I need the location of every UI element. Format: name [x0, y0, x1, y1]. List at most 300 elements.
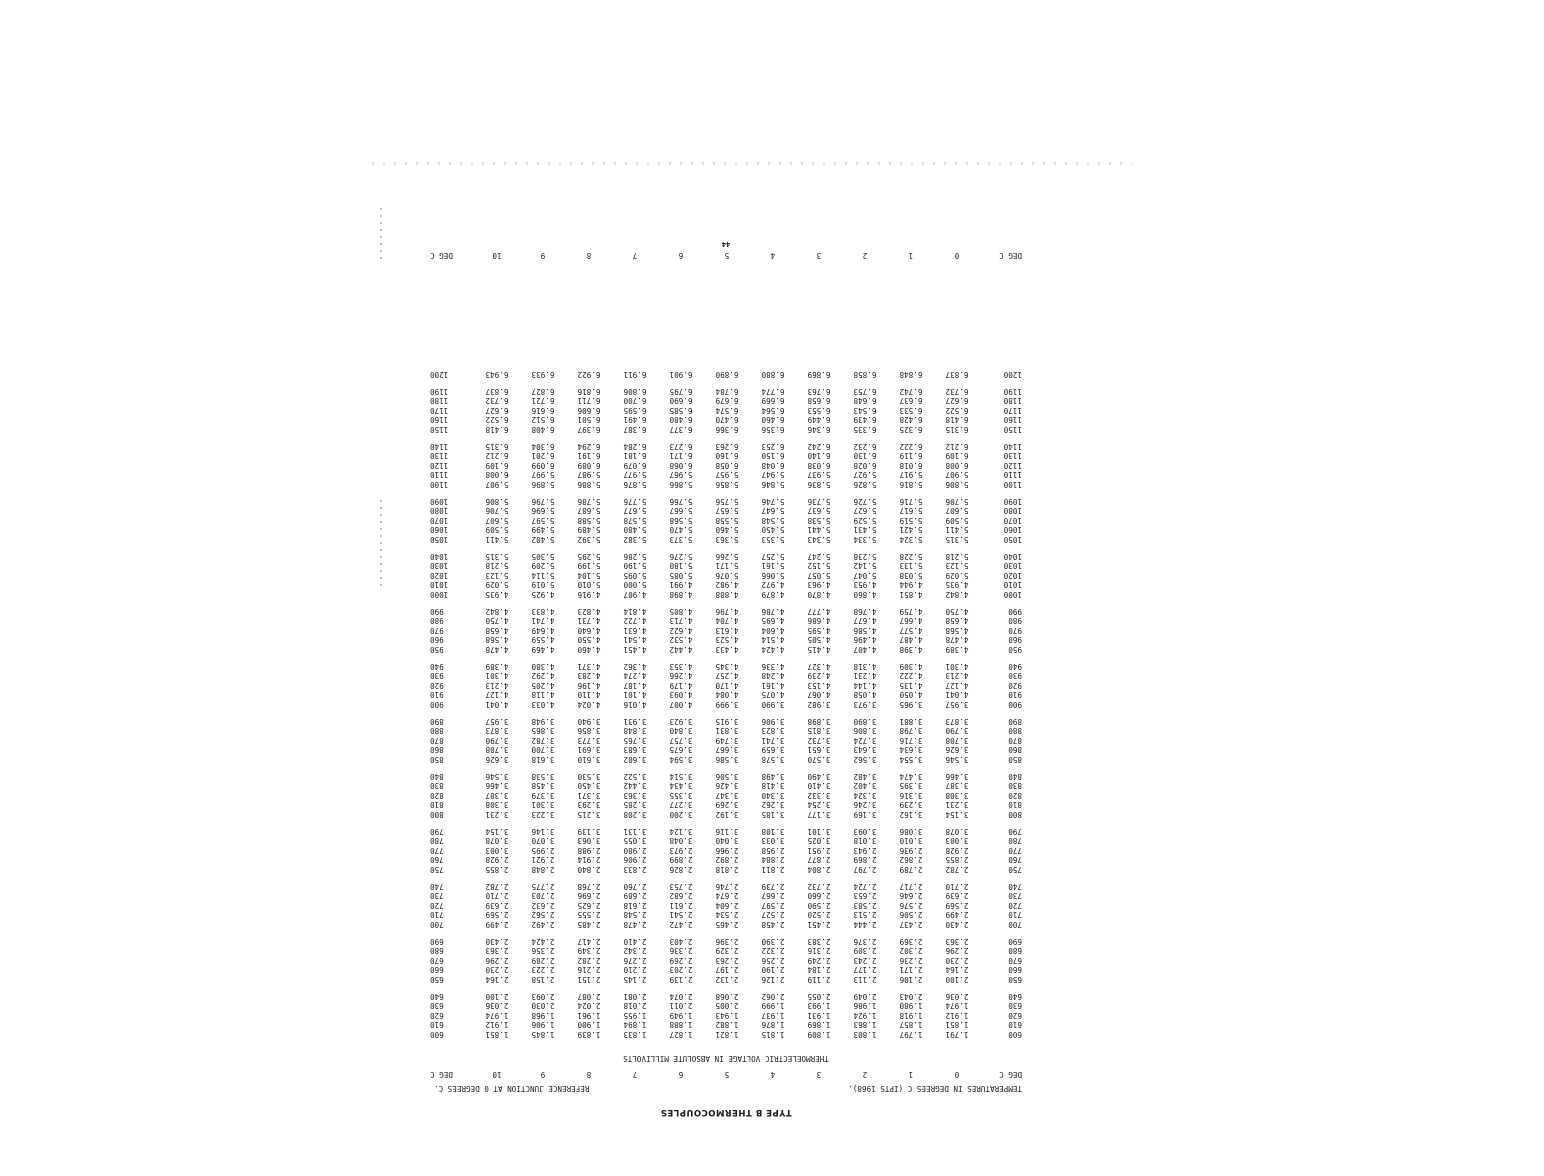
voltage-cell: 3.466: [945, 771, 969, 781]
voltage-cell: 5.907: [945, 470, 969, 480]
voltage-cell: 2.223: [531, 965, 555, 975]
voltage-cell: 4.187: [623, 680, 647, 690]
temperature-cell: 760: [1008, 855, 1022, 865]
temperature-cell: 1030: [430, 561, 449, 571]
voltage-cell: 2.485: [577, 920, 601, 929]
voltage-cell: 6.574: [715, 405, 739, 415]
voltage-cell: 3.667: [715, 745, 739, 755]
voltage-cell: 3.765: [623, 735, 647, 745]
voltage-cell: 3.906: [761, 716, 785, 726]
voltage-cell: 5.114: [531, 570, 555, 580]
temperature-cell: 810: [1008, 800, 1022, 810]
voltage-cell: 4.327: [807, 661, 831, 671]
table-row: [424, 534, 1028, 543]
voltage-cell: 4.586: [853, 625, 877, 635]
table-row: [424, 469, 1028, 478]
voltage-cell: 2.936: [899, 845, 923, 855]
temperature-cell: 730: [430, 891, 444, 901]
voltage-cell: 2.132: [715, 975, 739, 984]
temperature-cell: 1010: [430, 580, 449, 590]
table-row: [424, 1000, 1028, 1009]
temperature-cell: 640: [1008, 991, 1022, 1001]
voltage-cell: 4.127: [945, 680, 969, 690]
voltage-cell: 6.522: [485, 415, 509, 425]
voltage-cell: 3.940: [577, 716, 601, 726]
voltage-cell: 5.836: [807, 480, 831, 489]
reference-junction-note: REFERENCE JUNCTION AT 0 DEGREES C.: [434, 1084, 590, 1093]
voltage-cell: 3.831: [715, 726, 739, 736]
voltage-cell: 5.509: [485, 525, 509, 535]
voltage-cell: 2.739: [761, 881, 785, 891]
voltage-cell: 2.363: [485, 946, 509, 956]
temperature-cell: 720: [430, 900, 444, 910]
temperature-cell: 740: [1008, 881, 1022, 891]
voltage-cell: 3.003: [945, 836, 969, 846]
voltage-cell: 3.192: [715, 810, 739, 819]
voltage-cell: 6.480: [669, 415, 693, 425]
voltage-cell: 2.746: [715, 881, 739, 891]
temperature-cell: 690: [430, 936, 444, 946]
voltage-cell: 4.982: [715, 580, 739, 590]
voltage-cell: 5.161: [761, 561, 785, 571]
voltage-cell: 5.667: [669, 506, 693, 516]
voltage-cell: 4.041: [485, 700, 509, 709]
voltage-cell: 3.490: [807, 771, 831, 781]
voltage-cell: 3.915: [715, 716, 739, 726]
voltage-cell: 4.842: [945, 590, 969, 599]
voltage-cell: 4.442: [669, 645, 693, 654]
voltage-cell: 5.257: [761, 551, 785, 561]
voltage-cell: 4.389: [945, 645, 969, 654]
temperature-cell: 1050: [430, 535, 449, 544]
voltage-cell: 4.722: [623, 616, 647, 626]
voltage-cell: 2.632: [531, 900, 555, 910]
table-row: [424, 754, 1028, 763]
voltage-cell: 1.968: [531, 1010, 555, 1020]
temperature-cell: 970: [430, 625, 444, 635]
voltage-cell: 2.548: [623, 910, 647, 920]
voltage-cell: 3.308: [485, 800, 509, 810]
table-row: [424, 964, 1028, 973]
voltage-cell: 5.238: [853, 551, 877, 561]
temperature-cell: 1120: [1003, 460, 1022, 470]
voltage-cell: 6.721: [531, 396, 555, 406]
table-row: [424, 369, 1028, 378]
voltage-cell: 3.530: [577, 771, 601, 781]
voltage-cell: 5.038: [899, 570, 923, 580]
voltage-cell: 3.634: [899, 745, 923, 755]
voltage-cell: 4.759: [899, 606, 923, 616]
voltage-cell: 3.262: [761, 800, 785, 810]
temperature-cell: 920: [430, 680, 444, 690]
temperature-cell: 930: [430, 671, 444, 681]
voltage-cell: 3.308: [945, 790, 969, 800]
voltage-cell: 2.203: [669, 965, 693, 975]
temperature-cell: 1090: [430, 496, 449, 506]
voltage-cell: 4.451: [623, 645, 647, 654]
voltage-cell: 5.637: [807, 506, 831, 516]
voltage-cell: 2.804: [807, 865, 831, 874]
voltage-cell: 3.651: [807, 745, 831, 755]
voltage-cell: 6.880: [761, 370, 785, 379]
voltage-cell: 2.369: [899, 936, 923, 946]
voltage-cell: 5.392: [577, 535, 601, 544]
voltage-cell: 1.949: [669, 1010, 693, 1020]
voltage-cell: 2.230: [485, 965, 509, 975]
voltage-cell: 3.562: [853, 755, 877, 764]
table-row: [424, 991, 1028, 1000]
voltage-cell: 5.411: [945, 525, 969, 535]
voltage-cell: 3.086: [899, 826, 923, 836]
temperature-cell: 750: [430, 865, 444, 874]
temperature-cell: 650: [430, 975, 444, 984]
column-header: 8: [586, 1070, 592, 1079]
voltage-cell: 6.109: [945, 451, 969, 461]
voltage-cell: 4.823: [577, 606, 601, 616]
voltage-cell: 2.478: [623, 920, 647, 929]
column-header: 5: [724, 251, 730, 260]
table-row: [424, 945, 1028, 954]
voltage-cell: 4.110: [577, 690, 601, 700]
voltage-cell: 5.617: [899, 506, 923, 516]
voltage-cell: 4.478: [945, 635, 969, 645]
voltage-cell: 2.276: [623, 955, 647, 965]
voltage-cell: 3.301: [531, 800, 555, 810]
voltage-cell: 5.519: [899, 515, 923, 525]
voltage-cell: 4.972: [761, 580, 785, 590]
voltage-cell: 5.470: [669, 525, 693, 535]
voltage-cell: 3.806: [853, 726, 877, 736]
voltage-cell: 4.695: [761, 616, 785, 626]
voltage-cell: 3.395: [899, 781, 923, 791]
temperature-cell: 620: [1008, 1010, 1022, 1020]
column-header: 1: [908, 251, 914, 260]
column-header: 0: [954, 1070, 960, 1079]
voltage-cell: 5.588: [577, 515, 601, 525]
voltage-cell: 3.790: [485, 735, 509, 745]
voltage-cell: 2.914: [577, 855, 601, 865]
voltage-cell: 3.965: [899, 700, 923, 709]
voltage-cell: 3.474: [899, 771, 923, 781]
voltage-cell: 2.417: [577, 936, 601, 946]
temperature-cell: 910: [430, 690, 444, 700]
voltage-cell: 4.786: [761, 606, 785, 616]
voltage-cell: 2.349: [577, 946, 601, 956]
voltage-cell: 4.398: [899, 645, 923, 654]
voltage-cell: 2.093: [531, 991, 555, 1001]
voltage-cell: 3.078: [945, 826, 969, 836]
voltage-cell: 2.282: [577, 955, 601, 965]
voltage-cell: 4.842: [485, 606, 509, 616]
voltage-cell: 4.741: [531, 616, 555, 626]
table-row: [424, 919, 1028, 928]
voltage-cell: 5.133: [899, 561, 923, 571]
voltage-cell: 5.057: [807, 570, 831, 580]
temperature-cell: 990: [430, 606, 444, 616]
voltage-cell: 6.150: [761, 451, 785, 461]
voltage-cell: 2.230: [945, 955, 969, 965]
scan-margin-marks: [380, 500, 382, 590]
voltage-cell: 2.465: [715, 920, 739, 929]
voltage-cell: 2.597: [761, 900, 785, 910]
voltage-cell: 6.008: [945, 460, 969, 470]
temperature-cell: 720: [1008, 900, 1022, 910]
table-row: [424, 606, 1028, 615]
voltage-cell: 6.119: [899, 451, 923, 461]
voltage-cell: 5.538: [807, 515, 831, 525]
voltage-cell: 1.993: [807, 1001, 831, 1011]
voltage-cell: 4.058: [853, 690, 877, 700]
voltage-cell: 5.657: [715, 506, 739, 516]
voltage-cell: 3.708: [485, 745, 509, 755]
voltage-cell: 4.301: [485, 671, 509, 681]
voltage-cell: 4.577: [899, 625, 923, 635]
voltage-cell: 3.554: [899, 755, 923, 764]
voltage-cell: 4.935: [945, 580, 969, 590]
voltage-cell: 5.896: [531, 480, 555, 489]
voltage-cell: 6.943: [485, 370, 509, 379]
voltage-cell: 5.607: [485, 515, 509, 525]
voltage-cell: 4.963: [807, 580, 831, 590]
temperature-cell: 990: [1008, 606, 1022, 616]
voltage-cell: 2.958: [761, 845, 785, 855]
voltage-cell: 3.815: [807, 726, 831, 736]
voltage-cell: 3.239: [899, 800, 923, 810]
temperature-cell: 1070: [430, 515, 449, 525]
voltage-cell: 2.396: [715, 936, 739, 946]
voltage-cell: 1.815: [761, 1030, 785, 1039]
temperature-cell: 740: [430, 881, 444, 891]
voltage-cell: 1.869: [807, 1020, 831, 1030]
voltage-cell: 6.911: [623, 370, 647, 379]
column-header: 10: [492, 251, 502, 260]
voltage-cell: 4.380: [531, 661, 555, 671]
voltage-cell: 3.277: [669, 800, 693, 810]
voltage-cell: 2.689: [623, 891, 647, 901]
voltage-cell: 2.928: [485, 855, 509, 865]
table-row: [424, 826, 1028, 835]
voltage-cell: 4.595: [807, 625, 831, 635]
voltage-cell: 5.218: [485, 561, 509, 571]
column-header: 7: [632, 1070, 638, 1079]
voltage-cell: 3.498: [761, 771, 785, 781]
voltage-cell: 4.888: [715, 590, 739, 599]
voltage-cell: 6.837: [945, 370, 969, 379]
column-header: 8: [586, 251, 592, 260]
voltage-cell: 5.047: [853, 570, 877, 580]
voltage-cell: 6.068: [669, 460, 693, 470]
voltage-cell: 5.334: [853, 535, 877, 544]
table-row: [424, 615, 1028, 624]
voltage-cell: 6.848: [899, 370, 923, 379]
voltage-cell: 3.185: [761, 810, 785, 819]
voltage-cell: 4.135: [899, 680, 923, 690]
voltage-cell: 6.679: [715, 396, 739, 406]
voltage-cell: 4.640: [577, 625, 601, 635]
voltage-cell: 2.451: [807, 920, 831, 929]
voltage-cell: 1.845: [531, 1030, 555, 1039]
table-row: [424, 680, 1028, 689]
voltage-cell: 6.763: [807, 386, 831, 396]
table-row: [424, 560, 1028, 569]
voltage-cell: 2.590: [807, 900, 831, 910]
voltage-cell: 5.247: [807, 551, 831, 561]
voltage-cell: 4.658: [945, 616, 969, 626]
voltage-cell: 5.295: [577, 551, 601, 561]
voltage-cell: 3.999: [715, 700, 739, 709]
voltage-cell: 6.616: [531, 405, 555, 415]
voltage-cell: 6.774: [761, 386, 785, 396]
voltage-cell: 3.055: [623, 836, 647, 846]
voltage-cell: 5.085: [669, 570, 693, 580]
voltage-cell: 4.667: [899, 616, 923, 626]
temperature-cell: 1120: [430, 460, 449, 470]
voltage-cell: 4.631: [623, 625, 647, 635]
voltage-cell: 3.033: [761, 836, 785, 846]
voltage-cell: 2.049: [853, 991, 877, 1001]
temperature-cell: 900: [430, 700, 444, 709]
voltage-cell: 3.798: [899, 726, 923, 736]
voltage-cell: 3.643: [853, 745, 877, 755]
voltage-cell: 3.379: [531, 790, 555, 800]
voltage-cell: 6.827: [531, 386, 555, 396]
table-row: [424, 634, 1028, 643]
voltage-cell: 6.018: [899, 460, 923, 470]
voltage-cell: 5.489: [577, 525, 601, 535]
voltage-cell: 3.177: [807, 810, 831, 819]
voltage-cell: 2.376: [853, 936, 877, 946]
voltage-cell: 6.933: [531, 370, 555, 379]
voltage-cell: 2.100: [485, 991, 509, 1001]
voltage-cell: 6.658: [807, 396, 831, 406]
voltage-cell: 2.296: [485, 955, 509, 965]
voltage-cell: 2.036: [945, 991, 969, 1001]
temperature-cell: 860: [430, 745, 444, 755]
voltage-cell: 3.018: [853, 836, 877, 846]
voltage-cell: 2.604: [715, 900, 739, 910]
voltage-cell: 1.900: [577, 1020, 601, 1030]
voltage-cell: 4.953: [853, 580, 877, 590]
voltage-cell: 4.362: [623, 661, 647, 671]
voltage-cell: 1.912: [485, 1020, 509, 1030]
temperature-cell: 620: [430, 1010, 444, 1020]
voltage-cell: 5.706: [485, 506, 509, 516]
temperature-cell: 1170: [430, 405, 449, 415]
voltage-cell: 2.921: [531, 855, 555, 865]
table-row: [424, 881, 1028, 890]
table-row: [424, 524, 1028, 533]
voltage-cell: 2.289: [531, 955, 555, 965]
temperature-cell: 790: [1008, 826, 1022, 836]
voltage-cell: 6.181: [623, 451, 647, 461]
voltage-cell: 2.724: [853, 881, 877, 891]
voltage-cell: 6.922: [577, 370, 601, 379]
voltage-cell: 3.865: [531, 726, 555, 736]
table-row: [424, 780, 1028, 789]
voltage-cell: 2.973: [669, 845, 693, 855]
temperature-cell: 890: [1008, 716, 1022, 726]
voltage-cell: 2.980: [623, 845, 647, 855]
voltage-cell: 4.851: [899, 590, 923, 599]
voltage-cell: 3.025: [807, 836, 831, 846]
units-caption: THERMOELECTRIC VOLTAGE IN ABSOLUTE MILLIVOLTS: [623, 1054, 829, 1063]
voltage-cell: 1.974: [945, 1001, 969, 1011]
column-header: 9: [540, 1070, 546, 1079]
voltage-cell: 3.139: [577, 826, 601, 836]
table-row: [424, 460, 1028, 469]
voltage-cell: 4.870: [807, 590, 831, 599]
temperature-cell: 870: [430, 735, 444, 745]
temperature-cell: 1040: [1003, 551, 1022, 561]
voltage-cell: 1.943: [715, 1010, 739, 1020]
table-row: [424, 955, 1028, 964]
voltage-cell: 2.005: [715, 1001, 739, 1011]
voltage-cell: 2.302: [899, 946, 923, 956]
table-row: [424, 424, 1028, 433]
voltage-cell: 2.848: [531, 865, 555, 874]
voltage-cell: 4.093: [669, 690, 693, 700]
voltage-cell: 2.892: [715, 855, 739, 865]
voltage-cell: 6.439: [853, 415, 877, 425]
voltage-cell: 1.980: [899, 1001, 923, 1011]
temperature-cell: 1080: [1003, 506, 1022, 516]
temperature-cell: 1140: [430, 441, 449, 451]
voltage-cell: 4.050: [899, 690, 923, 700]
voltage-cell: 4.084: [715, 690, 739, 700]
voltage-cell: 2.527: [761, 910, 785, 920]
voltage-cell: 6.201: [531, 451, 555, 461]
voltage-cell: 6.669: [761, 396, 785, 406]
voltage-cell: 1.955: [623, 1010, 647, 1020]
voltage-cell: 6.160: [715, 451, 739, 461]
column-header: 4: [770, 1070, 776, 1079]
voltage-cell: 4.371: [577, 661, 601, 671]
table-row: [424, 496, 1028, 505]
voltage-cell: 2.184: [807, 965, 831, 975]
voltage-cell: 5.607: [945, 506, 969, 516]
voltage-cell: 3.124: [669, 826, 693, 836]
voltage-cell: 4.898: [669, 590, 693, 599]
voltage-cell: 5.104: [577, 570, 601, 580]
voltage-cell: 3.363: [623, 790, 647, 800]
table-row: [424, 864, 1028, 873]
voltage-cell: 2.444: [853, 920, 877, 929]
table-row: [424, 845, 1028, 854]
voltage-cell: 4.067: [807, 690, 831, 700]
voltage-cell: 2.068: [715, 991, 739, 1001]
voltage-cell: 4.613: [715, 625, 739, 635]
voltage-cell: 6.795: [669, 386, 693, 396]
voltage-cell: 2.696: [577, 891, 601, 901]
voltage-cell: 3.982: [807, 700, 831, 709]
voltage-cell: 2.639: [945, 891, 969, 901]
voltage-cell: 2.139: [669, 975, 693, 984]
temperature-cell: 850: [430, 755, 444, 764]
table-row: [424, 1019, 1028, 1028]
voltage-cell: 5.548: [761, 515, 785, 525]
voltage-cell: 3.973: [853, 700, 877, 709]
voltage-cell: 4.222: [899, 671, 923, 681]
voltage-cell: 6.253: [761, 441, 785, 451]
voltage-cell: 3.450: [577, 781, 601, 791]
voltage-cell: 6.315: [945, 425, 969, 434]
voltage-cell: 3.570: [807, 755, 831, 764]
voltage-cell: 4.179: [669, 680, 693, 690]
voltage-cell: 5.627: [853, 506, 877, 516]
voltage-cell: 2.618: [623, 900, 647, 910]
voltage-cell: 5.997: [531, 470, 555, 480]
voltage-cell: 2.797: [853, 865, 877, 874]
